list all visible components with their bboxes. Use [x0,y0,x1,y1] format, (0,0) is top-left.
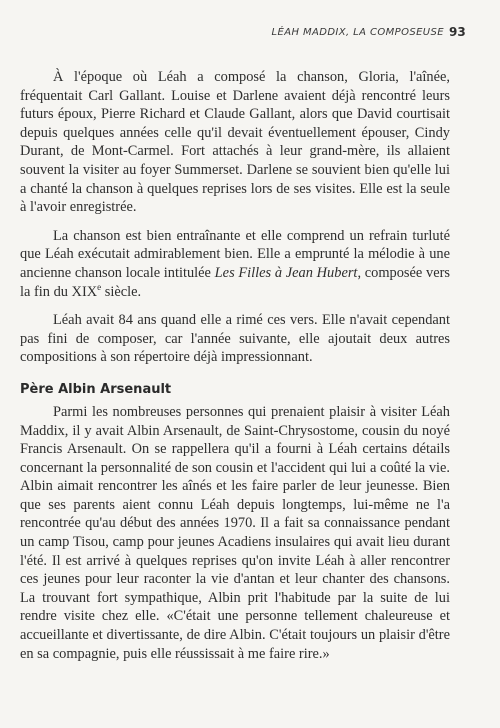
page-number: 93 [449,25,466,39]
paragraph-4: Parmi les nombreuses personnes qui prenaient plaisir à visiter Léah Maddix, il y avait Albin Arsenault, de Saint-Chrysostome, cousin du noyé Francis Arsenault. On se rappellera qu'il a fourni à Léah certains détails concernant la personnalité de son cousin et l'accident qui lui a coûté la vie. Albin aimait rencontrer les aînés et les faire parler de leur jeunesse. Bien que ses parents aient connu Léah depuis longtemps, lui-même ne l'a rencontrée qu'au début des années 1970. Il a fait sa connaissance pendant un camp Tisou, camp pour jeunes Acadiens insulaires qui avait lieu durant l'été. Il est arrivé à quelques reprises qu'on invite Léah à aller rencontrer ces jeunes pour leur raconter la vie d'antan et leur chanter des chansons. La trouvant fort sympathique, Albin prit l'habitude par la suite de lui rendre visite chez elle. «C'était une personne tellement chaleureuse et accueillante et divertissante, de dire Albin. C'était toujours un plaisir d'être en sa compagnie, puis elle réussissait à me faire rire.» [20,403,450,662]
running-head [20,27,444,38]
paragraph-1: À l'époque où Léah a composé la chanson, Gloria, l'aînée, fréquentait Carl Gallant. Louise et Darlene avaient déjà rencontré leurs futurs époux, Pierre Richard et Claude Gallant, alors que David courtisait depuis quelques années celle qu'il devait éventuellement épouser, Cindy Durant, de Mont-Carmel. Fort attachés à leur grand-mère, ils allaient souvent la visiter au foyer Summerset. Darlene se souvient bien qu'elle lui a chanté la chanson à quelques reprises lors de ses visites. Elle est la seule à l'avoir enregistrée. [20,69,450,216]
body-text [20,68,450,673]
century-superscript: e [97,281,102,292]
paragraph-2-text-b: , composée vers la fin du XIX [20,264,450,300]
paragraph-3: Léah avait 84 ans quand elle a rimé ces vers. Elle n'avait cependant pas fini de composer, car l'année suivante, elle ajoutait deux autres compositions à son répertoire déjà impressionnant. [20,312,450,366]
paragraph-2-text-a: La chanson est bien entraînante et elle comprend un refrain turluté que Léah exécutait admirablement bien. Elle a emprunté la mélodie à une ancienne chanson locale intitulée [20,227,450,281]
song-title: Les Filles à Jean Hubert [214,264,358,281]
paragraph-2 [20,227,450,301]
section-heading: Père Albin Arsenault [20,381,172,397]
running-title: LÉAH MADDIX, LA COMPOSEUSE [271,27,444,38]
paragraph-2-text-c: siècle. [101,283,142,300]
